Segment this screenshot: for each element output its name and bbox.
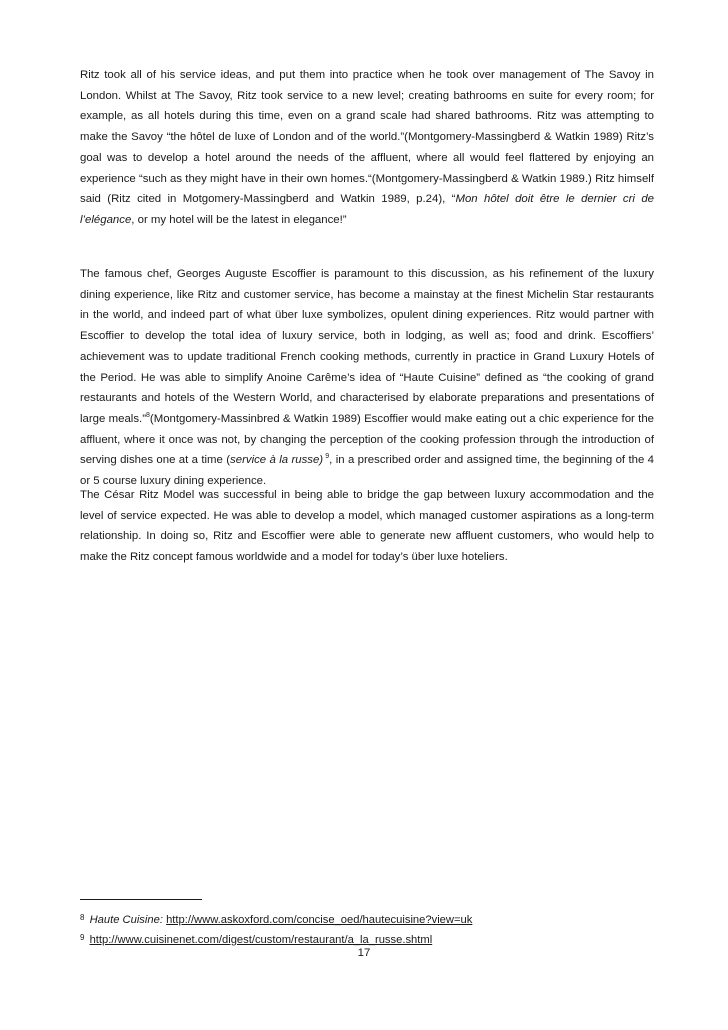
footnote-link[interactable]: http://www.askoxford.com/concise_oed/hautecuisine?view=uk (166, 914, 473, 926)
footnote-separator (80, 899, 202, 900)
footnote-number: 9 (80, 933, 85, 942)
paragraph-escoffier (80, 264, 654, 492)
footnote-number: 8 (80, 913, 85, 922)
footnote-label: Haute Cuisine: (89, 914, 163, 926)
paragraph-text: (Montgomery-Massinbred & Watkin 1989) Escoffier would make eating out a chic experience for the affluent, where it once was not, by changing the perception of the cooking profession through the introduction of serving dishes one at a time ( (80, 412, 654, 467)
paragraph-ritz-savoy (80, 65, 654, 231)
paragraph-text: , in a prescribed order and assigned time, the beginning of the 4 or 5 course luxury dining experience. (80, 454, 655, 488)
footnote-ref-8[interactable]: 8 (146, 412, 150, 420)
footnote-link[interactable]: http://www.cuisinenet.com/digest/custom/restaurant/a_la_russe.shtml (89, 934, 433, 946)
paragraph-text: Ritz took all of his service ideas, and put them into practice when he took over management of The Savoy in London. Whilst at The Savoy, Ritz took service to a new level; creating bathrooms en suite for every room; for example, as all hotels during this time, even on a grand scale had shared bathrooms. Ritz was attempting to make the Savoy “the hôtel de luxe of London and of the world.”(Montgomery-Massingberd & Watkin 1989) Ritz’s goal was to develop a hotel around the needs of the affluent, where all would feel flattered by enjoying an experience “such as they might have in their own homes.“(Montgomery-Massingberd & Watkin 1989.) Ritz himself said (Ritz cited in Motgomery-Massingberd and Watkin 1989, p.24), “ (80, 69, 654, 206)
french-quote: Mon hôtel doit être le dernier cri de l’elégance (80, 193, 655, 226)
footnote-ref-9[interactable]: 9 (323, 453, 330, 461)
page-number: 17 (357, 947, 371, 959)
footnote-8 (80, 910, 472, 928)
paragraph-text: The famous chef, Georges Auguste Escoffier is paramount to this discussion, as his refinement of the luxury dining experience, like Ritz and customer service, has become a mainstay at the finest Michelin Star restaurants in the world, and indeed part of what über luxe symbolizes, opulent dining experiences. Ritz would partner with Escoffier to develop the total idea of luxury service, both in lodging, as well as; food and drink. Escoffiers’ achievement was to update traditional French cooking methods, currently in practice in Grand Luxury Hotels of the Period. He was able to simplify Anoine Carême’s idea of “Haute Cuisine” defined as “the cooking of grand restaurants and hotels of the Western World, and characterised by elaborate preparations and presentations of large meals.” (80, 268, 654, 425)
service-a-la-russe-term: service à la russe) (230, 454, 324, 467)
paragraph-text: , or my hotel will be the latest in elegance!” (131, 213, 347, 226)
paragraph-cesar-ritz-model: The César Ritz Model was successful in being able to bridge the gap between luxury accommodation and the level of service expected. He was able to develop a model, which managed customer aspirations as a long-term relationship. In doing so, Ritz and Escoffier were able to generate new affluent customers, who would help to make the Ritz concept famous worldwide and a model for today’s über luxe hoteliers. (80, 489, 654, 564)
